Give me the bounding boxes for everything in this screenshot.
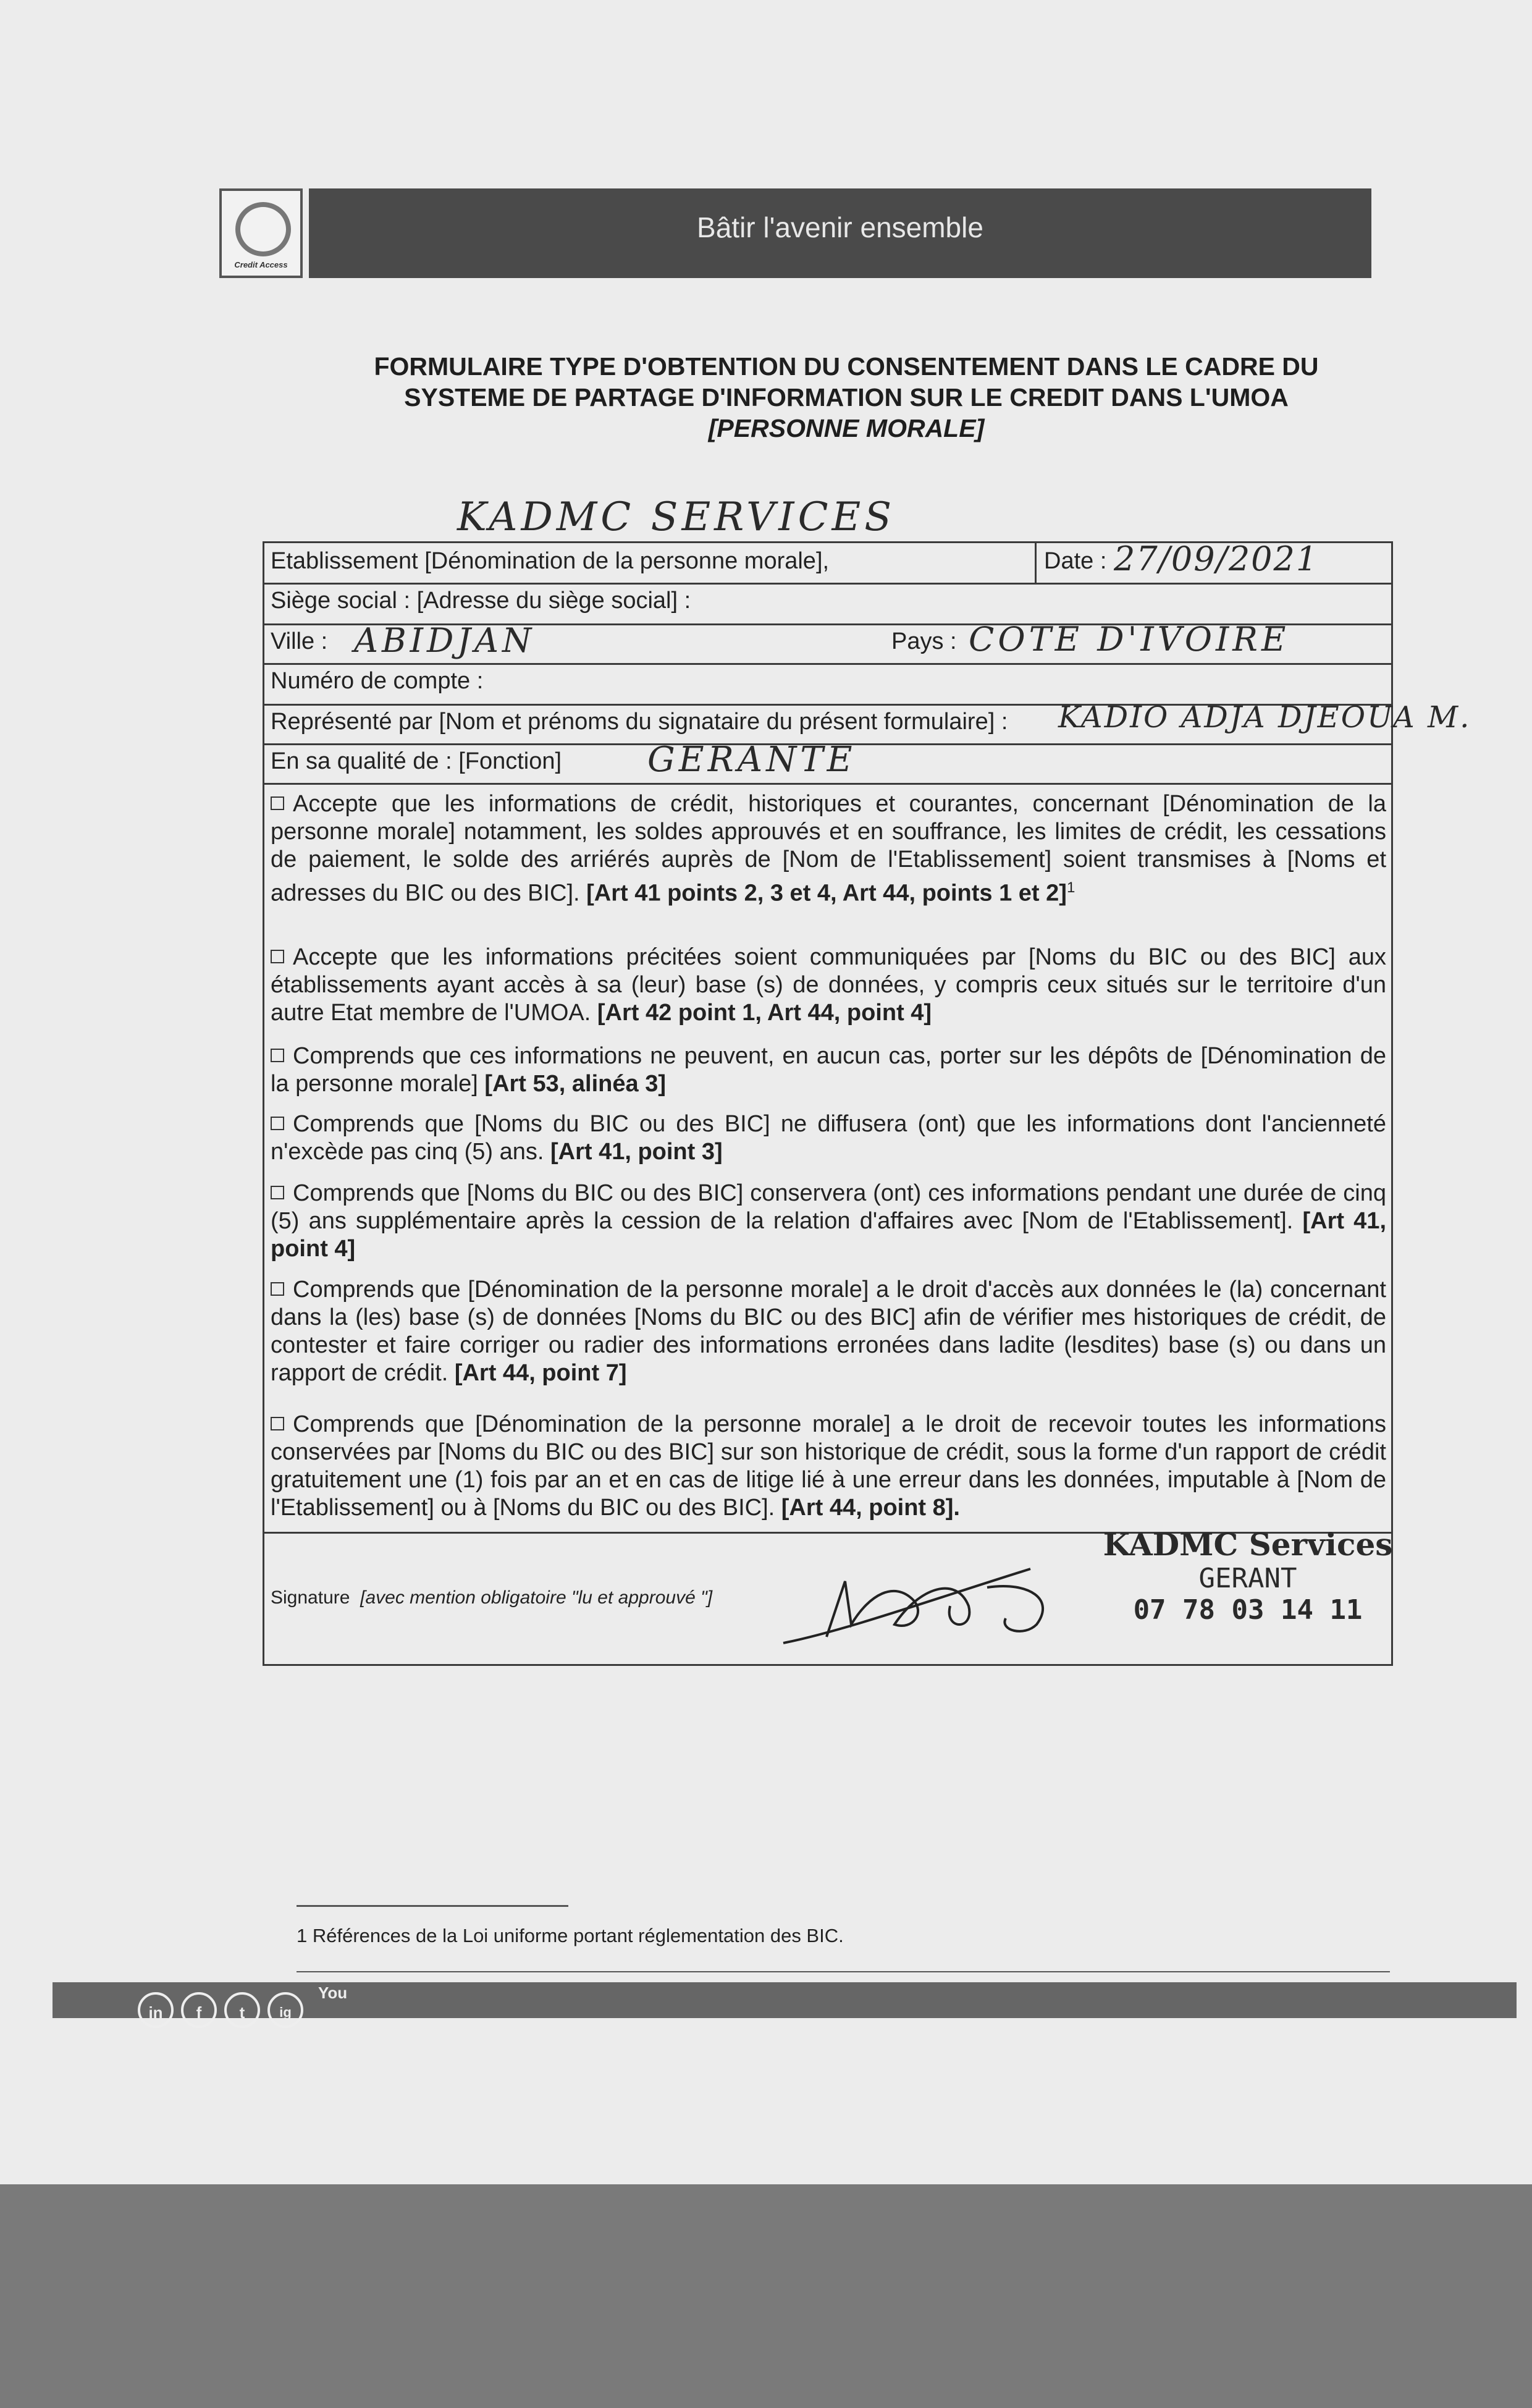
row-compte — [264, 663, 1391, 706]
footnote: 1 Références de la Loi uniforme portant réglementation des BIC. — [297, 1925, 844, 1946]
clause-4-ref: [Art 41, point 3] — [550, 1139, 723, 1165]
row-siege — [264, 583, 1391, 625]
header-banner — [309, 188, 1371, 278]
checkbox-icon[interactable] — [271, 1186, 284, 1199]
signature-label: Signature — [271, 1587, 350, 1608]
clause-5-ref: [Art 41, point 4] — [271, 1208, 1386, 1262]
clause-5 — [271, 1180, 1386, 1263]
handwritten-date: 27/09/2021 — [1114, 539, 1319, 578]
handwritten-company-name: KADMC SERVICES — [457, 494, 896, 540]
instagram-icon[interactable]: ig — [267, 1992, 303, 2028]
clause-3-text: Comprends que ces informations ne peuvent, en aucun cas, porter sur les dépôts de [Dénomination de la personne morale] — [271, 1043, 1386, 1097]
handwritten-signature — [771, 1544, 1067, 1655]
company-stamp — [1096, 1526, 1399, 1626]
checkbox-icon[interactable] — [271, 1417, 284, 1430]
consent-form — [263, 539, 1471, 1666]
twitter-icon[interactable]: t — [224, 1992, 260, 2028]
label-compte: Numéro de compte : — [271, 668, 484, 694]
clause-1-ref: [Art 41 points 2, 3 et 4, Art 44, points 1 et 2] — [586, 880, 1067, 906]
row-ville — [264, 620, 1391, 665]
row-etablissement — [264, 539, 1391, 585]
stamp-name: KADMC Services — [1103, 1526, 1393, 1563]
stamp-phone: 07 78 03 14 11 — [1133, 1594, 1363, 1626]
label-represente: Représenté par [Nom et prénoms du signataire du présent formulaire] : — [271, 709, 1008, 735]
clause-2 — [271, 944, 1386, 1027]
label-siege: Siège social : [Adresse du siège social] : — [271, 588, 691, 614]
handwritten-city: ABIDJAN — [354, 621, 536, 660]
clause-6 — [271, 1276, 1386, 1387]
handwritten-country: COTE D'IVOIRE — [969, 620, 1290, 659]
clause-7-ref: [Art 44, point 8]. — [781, 1495, 960, 1521]
form-title — [303, 351, 1390, 444]
clause-7 — [271, 1411, 1386, 1522]
signature-label-group — [271, 1587, 712, 1608]
handwritten-function: GERANTE — [647, 740, 856, 780]
logo-c-icon — [235, 202, 291, 256]
footnote-separator — [297, 1905, 568, 1907]
checkbox-icon[interactable] — [271, 1282, 284, 1296]
clause-6-text: Comprends que [Dénomination de la personne morale] a le droit d'accès aux données le (la) concernant dans la (les) base (s) de données [Noms du BIC ou des BIC] afin de vérifier mes historiques de crédit, de contester et faire corriger ou radier des informations erronées dans ladite (lesdites) base (s) ou dans un rapport de crédit. — [271, 1277, 1386, 1386]
logo-text: Credit Access — [234, 260, 288, 269]
label-date: Date : — [1044, 548, 1107, 574]
signature-mention: [avec mention obligatoire "lu et approuvé "] — [360, 1587, 713, 1608]
title-line-1: FORMULAIRE TYPE D'OBTENTION DU CONSENTEMENT DANS LE CADRE DU — [374, 352, 1319, 381]
linkedin-icon[interactable]: in — [138, 1992, 174, 2028]
slogan: Bâtir l'avenir ensemble — [697, 211, 983, 243]
row-qualite — [264, 740, 1391, 785]
handwritten-representative: KADIO ADJA DJEOUA M. — [1058, 700, 1471, 735]
label-ville: Ville : — [271, 628, 328, 654]
clause-5-text: Comprends que [Noms du BIC ou des BIC] conservera (ont) ces informations pendant une durée de cinq (5) ans supplémentaire après la cession de la relation d'affaires avec [Nom de l'Etablissement]. — [271, 1180, 1386, 1234]
label-etablissement: Etablissement [Dénomination de la personne morale], — [271, 548, 830, 574]
footnote-marker: 1 — [1066, 879, 1075, 896]
clause-1 — [271, 790, 1386, 908]
clause-2-ref: [Art 42 point 1, Art 44, point 4] — [597, 1000, 932, 1026]
clause-3-ref: [Art 53, alinéa 3] — [484, 1071, 666, 1097]
row-represente — [264, 700, 1471, 745]
date-cell-divider — [1035, 543, 1037, 583]
footer-bar — [53, 1982, 1517, 2022]
stamp-role: GERANT — [1198, 1563, 1297, 1594]
checkbox-icon[interactable] — [271, 950, 284, 963]
clause-4-text: Comprends que [Noms du BIC ou des BIC] ne diffusera (ont) que les informations dont l'ancienneté n'excède pas cinq (5) ans. — [271, 1111, 1386, 1165]
facebook-icon[interactable]: f — [181, 1992, 217, 2028]
clause-3 — [271, 1042, 1386, 1098]
title-line-2: SYSTEME DE PARTAGE D'INFORMATION SUR LE CREDIT DANS L'UMOA — [404, 383, 1289, 412]
youtube-icon[interactable]: You — [318, 1983, 348, 2002]
clause-2-text: Accepte que les informations précitées soient communiquées par [Noms du BIC ou des BIC] aux établissements ayant accès à sa (leur) base (s) de données, y compris ceux situés sur le territoire d'un autre Etat membre de l'UMOA. — [271, 944, 1386, 1026]
credit-access-logo — [219, 188, 303, 278]
clause-4 — [271, 1110, 1386, 1166]
clause-1-text: Accepte que les informations de crédit, historiques et courantes, concernant [Dénomination de la personne morale] notamment, les soldes approuvés et en souffrance, les limites de crédit, les cessations de paiement, le solde des arriérés auprès de [Nom de l'Etablissement] soient transmises à [Noms et adresses du BIC ou des BIC]. — [271, 791, 1386, 906]
checkbox-icon[interactable] — [271, 796, 284, 810]
footer-rule — [297, 1971, 1390, 1972]
checkbox-icon[interactable] — [271, 1117, 284, 1130]
clause-6-ref: [Art 44, point 7] — [454, 1360, 627, 1386]
clause-7-text: Comprends que [Dénomination de la personne morale] a le droit de recevoir toutes les informations conservées par [Noms du BIC ou des BIC] sur son historique de crédit, sous la forme d'un rapport de crédit gratuitement une (1) fois par an et en cas de litige lié à une erreur dans les données, imputable à [Nom de l'Etablissement] ou à [Noms du BIC ou des BIC]. — [271, 1411, 1386, 1521]
checkbox-icon[interactable] — [271, 1049, 284, 1062]
title-line-3: [PERSONNE MORALE] — [708, 414, 985, 442]
label-qualite: En sa qualité de : [Fonction] — [271, 748, 562, 774]
label-pays: Pays : — [891, 628, 957, 654]
